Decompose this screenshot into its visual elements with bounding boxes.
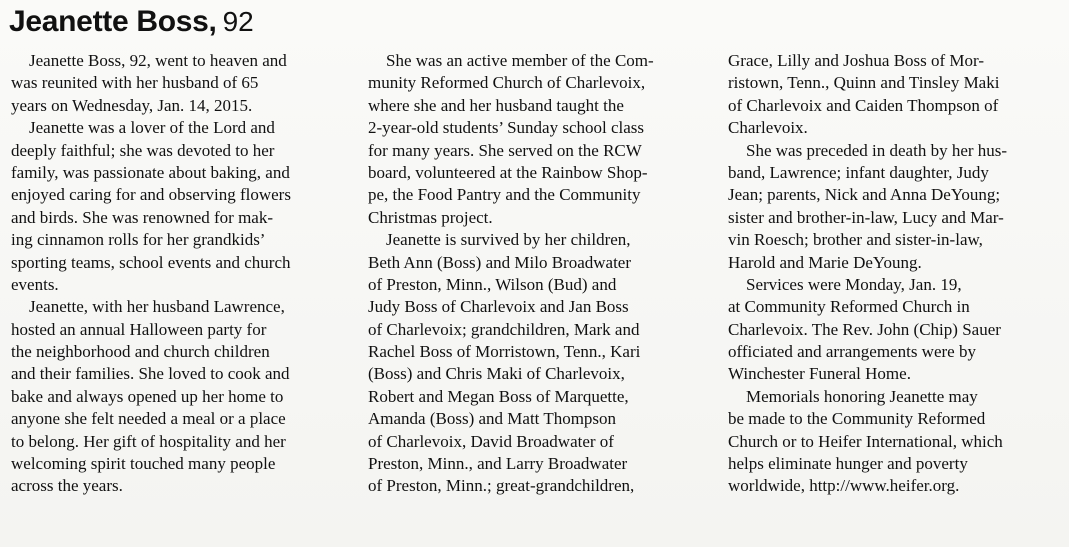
text-line: Christmas project. <box>368 207 493 227</box>
text-line: was reunited with her husband of 65 <box>11 73 259 93</box>
text-line: years on Wednesday, Jan. 14, 2015. <box>11 95 253 115</box>
text-line: ing cinnamon rolls for her grandkids’ <box>11 230 266 250</box>
text-line: to belong. Her gift of hospitality and her <box>11 431 286 451</box>
text-line: for many years. She served on the RCW <box>368 140 642 160</box>
text-line: enjoyed caring for and observing flowers <box>11 185 291 205</box>
text-line: family, was passionate about baking, and <box>11 162 290 182</box>
text-line: Jeanette is survived by her children, <box>386 230 631 250</box>
text-line: Jean; parents, Nick and Anna DeYoung; <box>728 185 1001 205</box>
text-line: Judy Boss of Charlevoix and Jan Boss <box>368 297 629 317</box>
text-line: She was an active member of the Com- <box>386 51 654 70</box>
text-line: Jeanette was a lover of the Lord and <box>29 118 275 138</box>
text-line: at Community Reformed Church in <box>728 297 970 317</box>
headline-name: Jeanette Boss, <box>9 5 217 38</box>
text-line: of Charlevoix and Caiden Thompson of <box>728 95 999 115</box>
text-line: Robert and Megan Boss of Marquette, <box>368 386 629 406</box>
text-line: Charlevoix. The Rev. John (Chip) Sauer <box>728 319 1001 339</box>
text-line: (Boss) and Chris Maki of Charlevoix, <box>368 364 625 384</box>
text-line: worldwide, http://www.heifer.org. <box>728 476 960 496</box>
text-line: Harold and Marie DeYoung. <box>728 252 922 272</box>
text-line: 2-year-old students’ Sunday school class <box>368 118 645 138</box>
text-line: vin Roesch; brother and sister-in-law, <box>728 230 983 250</box>
text-line: Church or to Heifer International, which <box>728 431 1003 451</box>
text-line: helps eliminate hunger and poverty <box>728 454 968 474</box>
text-line: Jeanette, with her husband Lawrence, <box>29 297 285 317</box>
text-line: Charlevoix. <box>728 118 808 138</box>
text-line: hosted an annual Halloween party for <box>11 319 267 339</box>
text-line: Amanda (Boss) and Matt Thompson <box>368 409 617 429</box>
text-column-2 <box>368 50 703 498</box>
text-line: bake and always opened up her home to <box>11 386 284 406</box>
text-line: Grace, Lilly and Joshua Boss of Mor- <box>728 51 985 70</box>
text-column-1 <box>11 50 341 498</box>
text-line: of Preston, Minn., Wilson (Bud) and <box>368 274 617 294</box>
text-line: sister and brother-in-law, Lucy and Mar- <box>728 207 1004 227</box>
text-line: be made to the Community Reformed <box>728 409 986 429</box>
text-line: ristown, Tenn., Quinn and Tinsley Maki <box>728 73 1000 93</box>
text-line: She was preceded in death by her hus- <box>746 140 1008 160</box>
headline <box>9 7 254 37</box>
headline-age: 92 <box>222 6 254 37</box>
text-line: and birds. She was renowned for mak- <box>11 207 274 227</box>
text-line: of Preston, Minn.; great-grandchildren, <box>368 476 635 496</box>
text-line: where she and her husband taught the <box>368 95 624 115</box>
text-line: across the years. <box>11 476 123 496</box>
text-line: of Charlevoix; grandchildren, Mark and <box>368 319 640 339</box>
text-line: sporting teams, school events and church <box>11 252 291 272</box>
text-line: of Charlevoix, David Broadwater of <box>368 431 614 451</box>
text-line: welcoming spirit touched many people <box>11 454 276 474</box>
text-line: anyone she felt needed a meal or a place <box>11 409 286 429</box>
text-line: Memorials honoring Jeanette may <box>746 386 978 406</box>
text-line: Preston, Minn., and Larry Broadwater <box>368 454 628 474</box>
text-line: Jeanette Boss, 92, went to heaven and <box>29 51 287 70</box>
text-line: officiated and arrangements were by <box>728 342 976 362</box>
text-line: munity Reformed Church of Charlevoix, <box>368 73 646 93</box>
text-line: Rachel Boss of Morristown, Tenn., Kari <box>368 342 641 362</box>
text-line: Beth Ann (Boss) and Milo Broadwater <box>368 252 631 272</box>
text-line: the neighborhood and church children <box>11 342 270 362</box>
text-line: deeply faithful; she was devoted to her <box>11 140 275 160</box>
text-line: board, volunteered at the Rainbow Shop- <box>368 162 648 182</box>
text-line: band, Lawrence; infant daughter, Judy <box>728 162 989 182</box>
text-line: pe, the Food Pantry and the Community <box>368 185 641 205</box>
text-line: and their families. She loved to cook and <box>11 364 290 384</box>
text-line: events. <box>11 274 59 294</box>
text-column-3 <box>728 50 1058 498</box>
text-line: Services were Monday, Jan. 19, <box>746 274 962 294</box>
text-line: Winchester Funeral Home. <box>728 364 911 384</box>
